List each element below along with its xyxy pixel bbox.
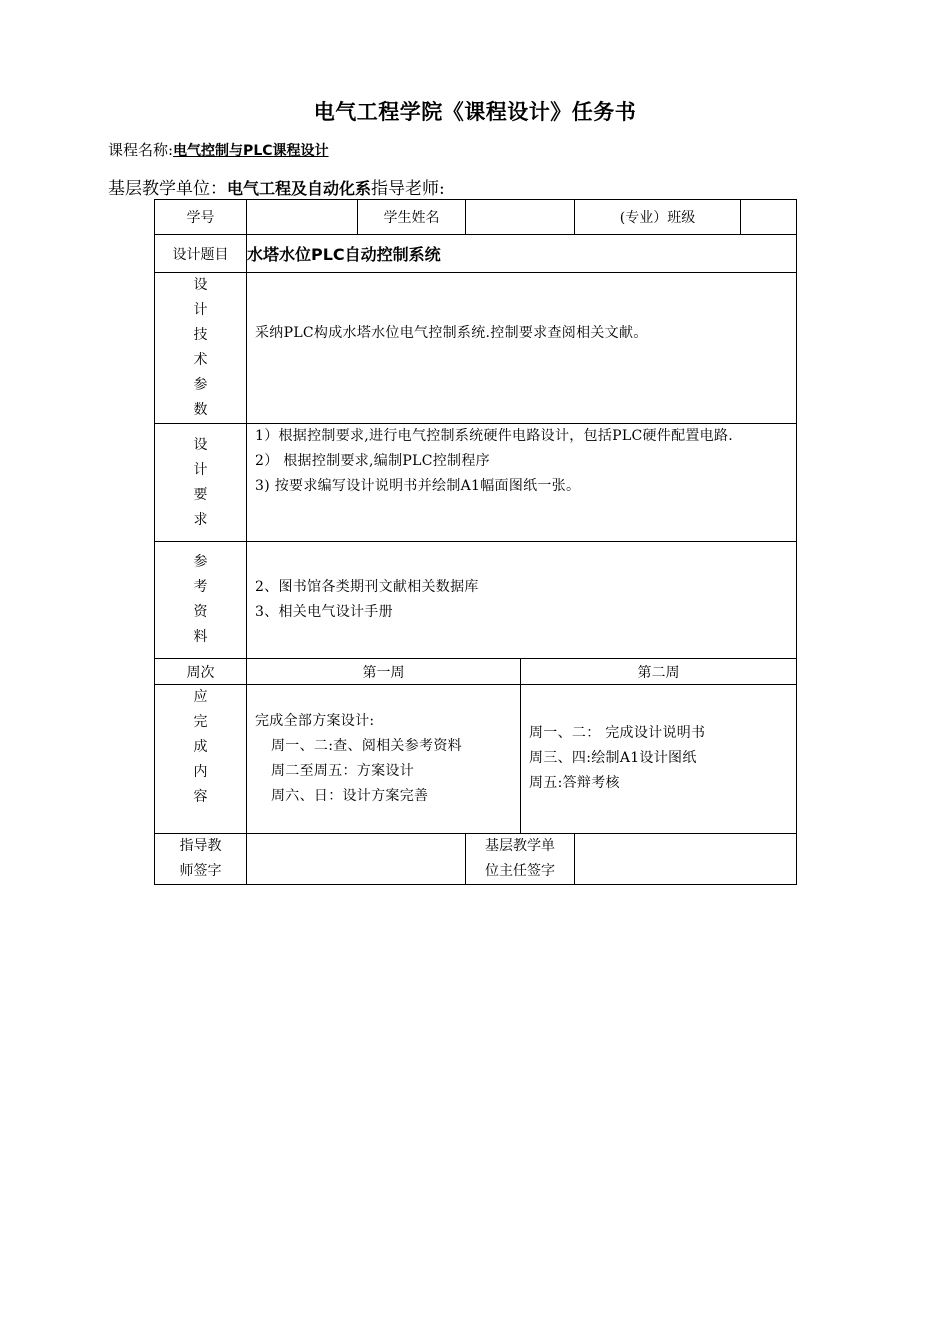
student-no-label: 学号	[155, 200, 247, 235]
week-label: 周次	[155, 659, 247, 685]
teaching-unit-line	[108, 174, 445, 199]
course-name-line	[108, 139, 329, 160]
params-label: 设 计 技 术 参 数	[155, 273, 247, 424]
student-no-value[interactable]	[247, 200, 358, 235]
teaching-unit-value: 电气工程及自动化系	[227, 179, 372, 198]
table-row-requirements	[155, 424, 797, 542]
week2-header: 第二周	[521, 659, 797, 685]
content-label: 应 完 成 内 容	[155, 685, 247, 834]
table-row-content	[155, 685, 797, 834]
references-value: 2、图书馆各类期刊文献相关数据库 3、相关电气设计手册	[247, 542, 797, 659]
class-value[interactable]	[741, 200, 797, 235]
director-signature-field[interactable]	[575, 834, 797, 885]
student-name-value[interactable]	[466, 200, 575, 235]
student-name-label: 学生姓名	[358, 200, 466, 235]
week1-content: 完成全部方案设计: 周一、二:查、阅相关参考资料 周二至周五：方案设计 周六、日：设计方案完善	[247, 685, 521, 834]
table-row-signatures	[155, 834, 797, 885]
document-title: 电气工程学院《课程设计》任务书	[313, 100, 637, 124]
requirements-value: 1）根据控制要求,进行电气控制系统硬件电路设计，包括PLC硬件配置电路. 2） 根据控制要求,编制PLC控制程序 3) 按要求编写设计说明书并绘制A1幅面图纸一张。	[247, 424, 797, 542]
topic-value: 水塔水位PLC自动控制系统	[247, 235, 797, 273]
week2-content: 周一、二： 完成设计说明书 周三、四:绘制A1设计图纸 周五:答辩考核	[521, 685, 797, 834]
requirements-label: 设 计 要 求	[155, 424, 247, 542]
task-table	[154, 199, 797, 885]
course-name-label: 课程名称:	[108, 141, 174, 159]
references-label: 参 考 资 料	[155, 542, 247, 659]
teacher-signature-field[interactable]	[247, 834, 466, 885]
teaching-unit-label: 基层教学单位：	[108, 179, 227, 199]
teacher-signature-label: 指导教 师签字	[155, 834, 247, 885]
topic-label: 设计题目	[155, 235, 247, 273]
params-value: 采纳PLC构成水塔水位电气控制系统.控制要求查阅相关文献。	[247, 273, 797, 424]
advisor-label: 指导老师:	[371, 179, 445, 199]
course-name-value: 电气控制与PLC课程设计	[173, 143, 329, 159]
class-label: (专业）班级	[575, 200, 741, 235]
table-row-student	[155, 200, 797, 235]
table-row-weeks	[155, 659, 797, 685]
week1-header: 第一周	[247, 659, 521, 685]
table-row-references	[155, 542, 797, 659]
director-signature-label: 基层教学单 位主任签字	[466, 834, 575, 885]
table-row-topic	[155, 235, 797, 273]
table-row-params	[155, 273, 797, 424]
